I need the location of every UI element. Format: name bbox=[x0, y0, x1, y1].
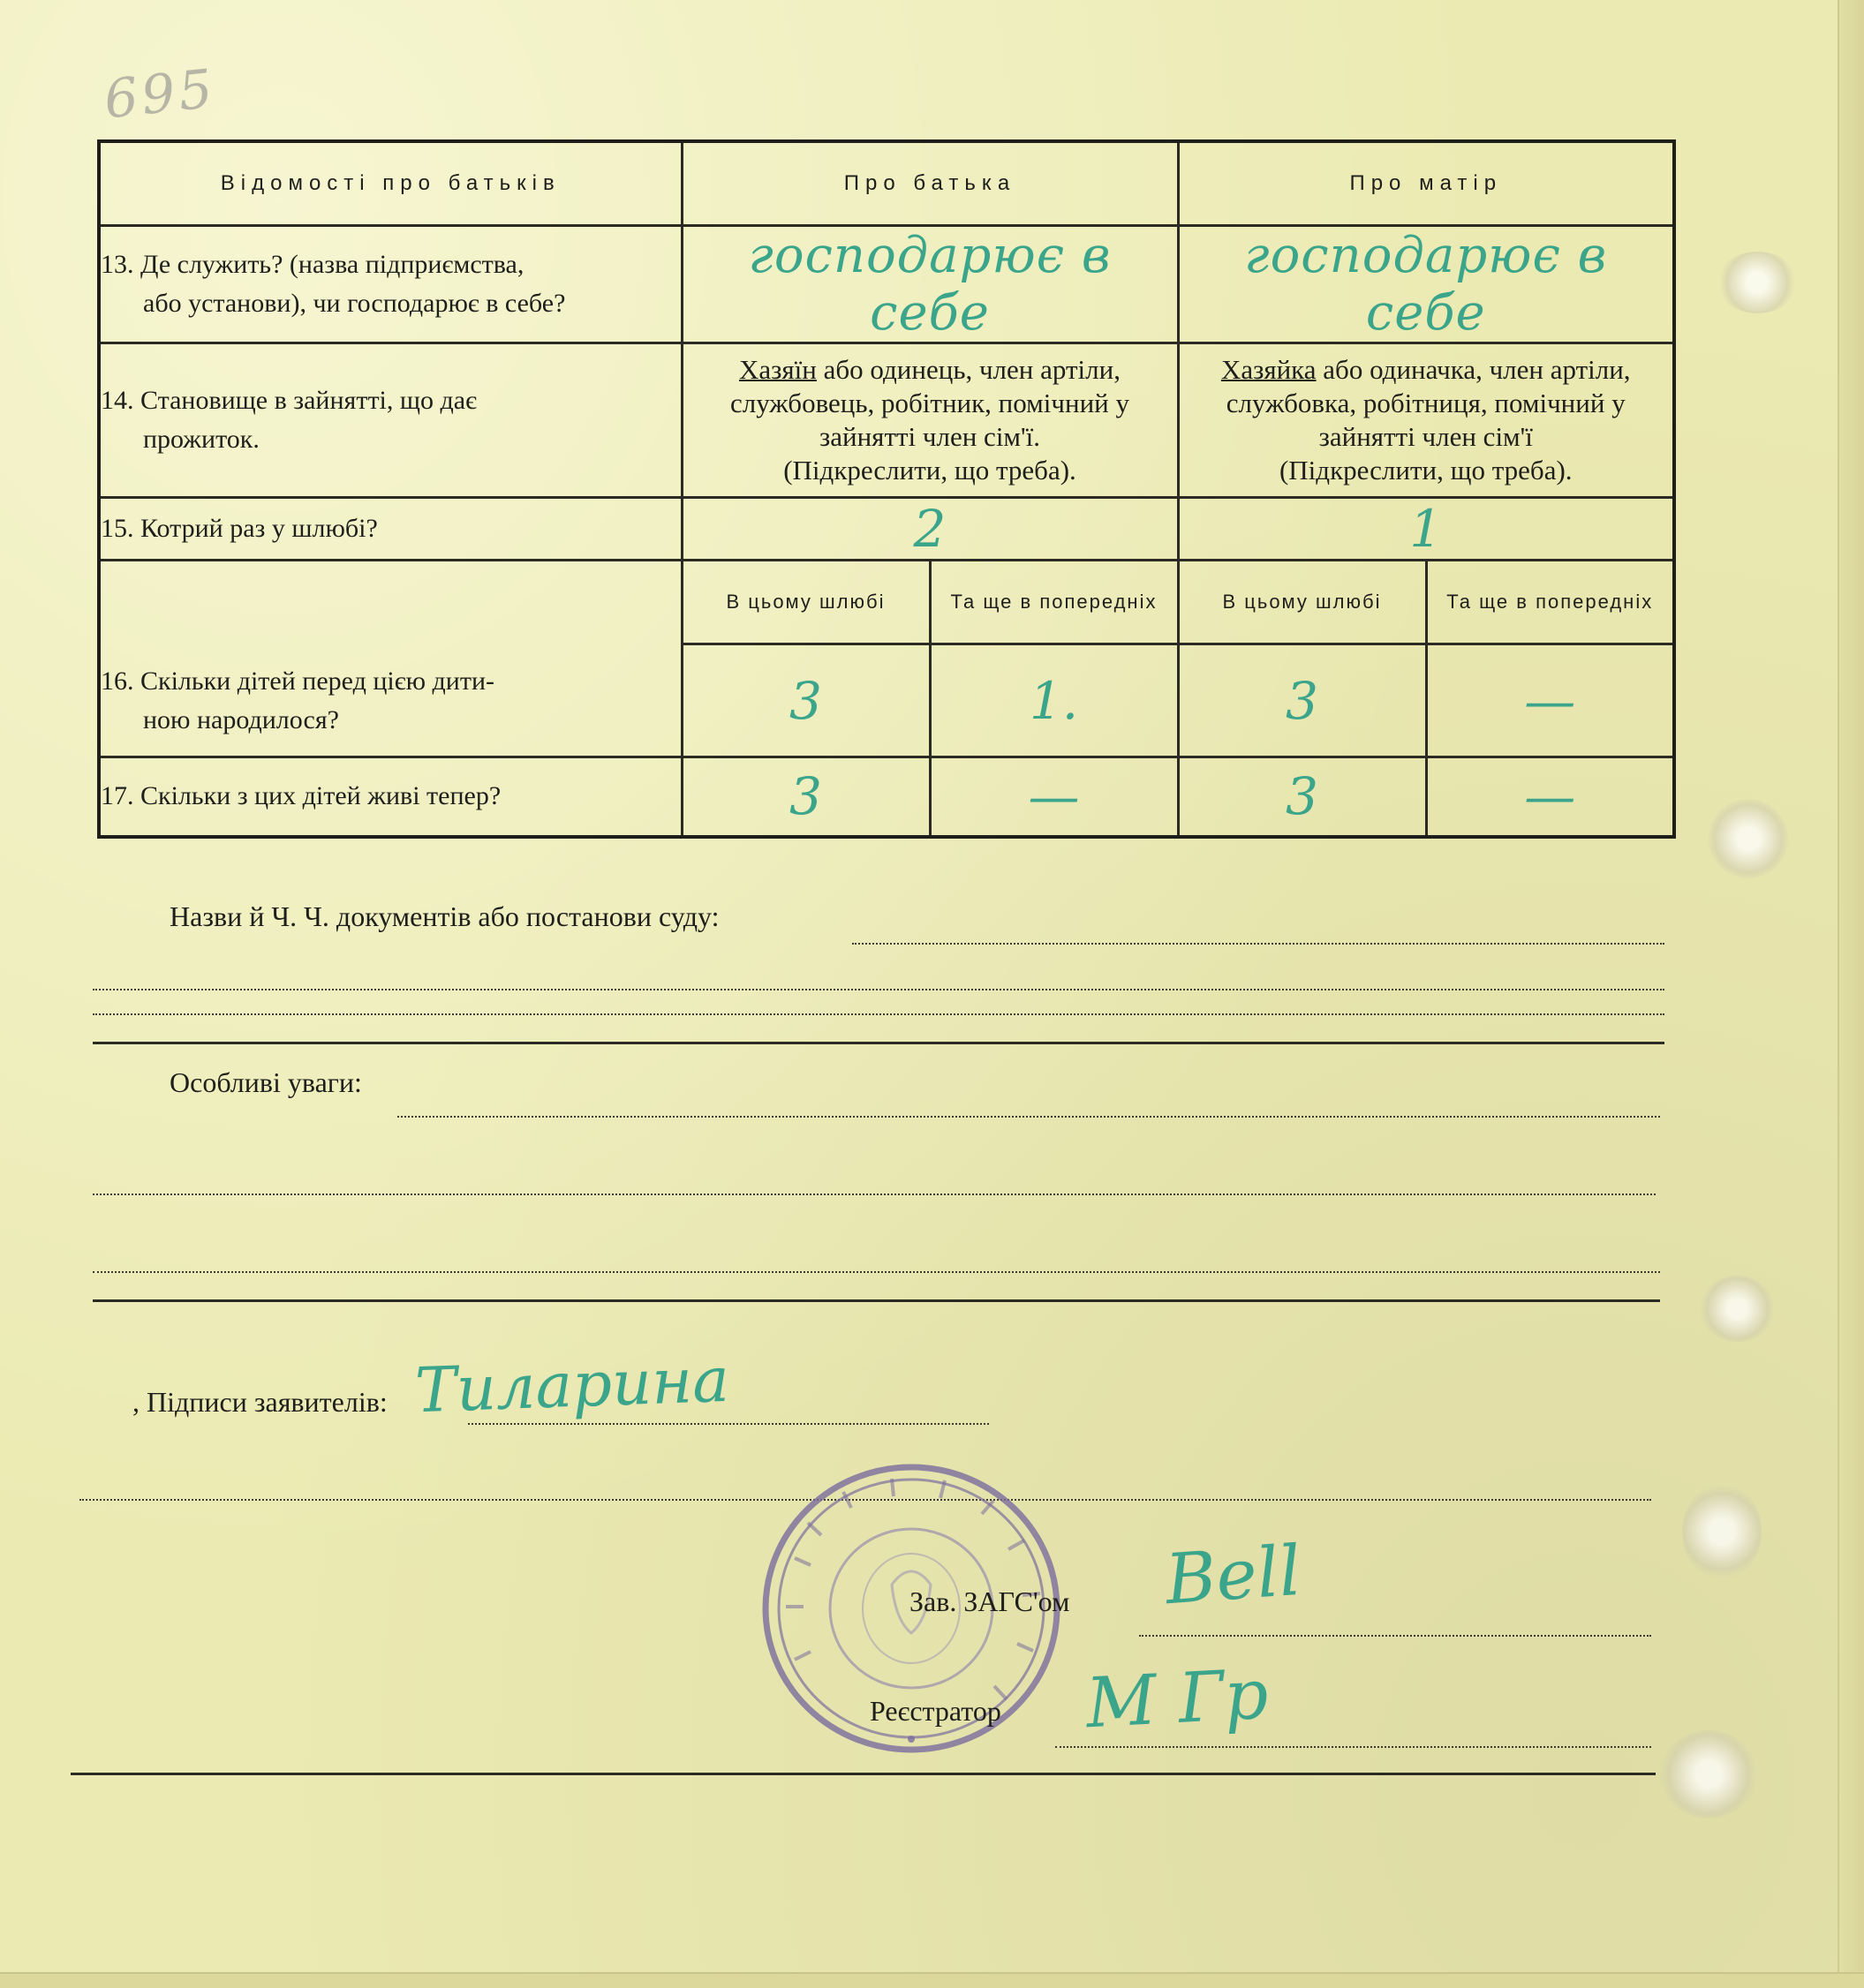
father-status-options: або одинець, член артіли, службовець, робітник, помічний у зайнятті член сім'ї. bbox=[729, 354, 1130, 452]
question-15: 15. Котрий раз у шлюбі? bbox=[99, 498, 682, 561]
question-14-line2: прожиток. bbox=[143, 425, 260, 454]
answer-13-father: господарює в себе bbox=[682, 226, 1178, 343]
answer-16-mother-prev: — bbox=[1426, 644, 1674, 757]
registrar-signature: М Гр bbox=[1083, 1654, 1271, 1744]
page-edge-right bbox=[1838, 0, 1864, 1988]
answer-13-mother: господарює в себе bbox=[1178, 226, 1674, 343]
signatures-label: , Підписи заявителів: bbox=[132, 1386, 388, 1418]
header-parents-info: Відомості про батьків bbox=[99, 141, 682, 226]
father-status-note: (Підкреслити, що треба). bbox=[783, 455, 1076, 486]
documents-line-3[interactable] bbox=[93, 1013, 1664, 1015]
remarks-line-3[interactable] bbox=[93, 1271, 1660, 1273]
binding-hole-mark bbox=[1717, 252, 1797, 313]
parents-info-table bbox=[97, 139, 1676, 839]
question-16 bbox=[99, 561, 682, 757]
question-16-line1: 16. Скільки дітей перед цією дити- bbox=[101, 666, 494, 696]
remarks-line-2[interactable] bbox=[93, 1194, 1656, 1195]
binding-hole-mark bbox=[1709, 799, 1788, 878]
answer-17-father-prev: — bbox=[930, 757, 1178, 837]
head-label: Зав. ЗАГС'ом bbox=[909, 1585, 1070, 1617]
table-row-q17 bbox=[99, 757, 1674, 837]
answer-17-father-this: 3 bbox=[682, 757, 930, 837]
table-row-q14 bbox=[99, 343, 1674, 498]
head-signature: Bell bbox=[1163, 1531, 1304, 1621]
table-header-row bbox=[99, 141, 1674, 226]
applicant-signature-line[interactable] bbox=[468, 1423, 989, 1425]
remarks-line-1[interactable] bbox=[397, 1116, 1660, 1118]
mother-status-note: (Підкреслити, що треба). bbox=[1279, 455, 1573, 486]
documents-label: Назви й Ч. Ч. документів або постанови суду: bbox=[170, 900, 720, 932]
table-subheader-row bbox=[99, 561, 1674, 644]
binding-hole-mark bbox=[1682, 1483, 1762, 1580]
answer-15-mother: 1 bbox=[1178, 498, 1674, 561]
bottom-divider bbox=[71, 1773, 1656, 1775]
mother-status-options: або одиначка, член артіли, службовка, робітниця, помічний у зайнятті член сім'ї bbox=[1226, 354, 1631, 452]
question-13-line2: або установи), чи господарює в себе? bbox=[143, 289, 566, 318]
registrar-signature-line[interactable] bbox=[1055, 1746, 1651, 1748]
documents-line-1[interactable] bbox=[852, 943, 1664, 945]
question-13 bbox=[99, 226, 682, 343]
registrar-label: Реєстратор bbox=[870, 1695, 1001, 1727]
documents-line-2[interactable] bbox=[93, 989, 1664, 990]
head-signature-line[interactable] bbox=[1139, 1635, 1651, 1637]
binding-hole-mark bbox=[1700, 1276, 1775, 1342]
table-row-q15 bbox=[99, 498, 1674, 561]
options-14-mother bbox=[1178, 343, 1674, 498]
answer-16-father-this: 3 bbox=[682, 644, 930, 757]
signatures-label-text: Підписи заявителів: bbox=[147, 1386, 388, 1418]
remarks-divider bbox=[93, 1299, 1660, 1302]
subheader-mother-previous: Та ще в попередніх bbox=[1426, 561, 1674, 644]
mother-status-underlined: Хазяйка bbox=[1220, 354, 1317, 385]
answer-16-father-prev: 1. bbox=[930, 644, 1178, 757]
question-14 bbox=[99, 343, 682, 498]
applicant-signature: Тиларина bbox=[413, 1343, 731, 1427]
page-edge-bottom bbox=[0, 1972, 1864, 1988]
question-14-line1: 14. Становище в зайнятті, що дає bbox=[101, 386, 477, 415]
subheader-mother-this-marriage: В цьому шлюбі bbox=[1178, 561, 1426, 644]
options-14-father bbox=[682, 343, 1178, 498]
father-status-underlined: Хазяїн bbox=[739, 354, 817, 385]
header-father: Про батька bbox=[682, 141, 1178, 226]
answer-16-mother-this: 3 bbox=[1178, 644, 1426, 757]
question-17: 17. Скільки з цих дітей живі тепер? bbox=[99, 757, 682, 837]
documents-divider bbox=[93, 1042, 1664, 1044]
table-row-q13 bbox=[99, 226, 1674, 343]
answer-15-father: 2 bbox=[682, 498, 1178, 561]
binding-hole-mark bbox=[1660, 1730, 1757, 1819]
subheader-father-previous: Та ще в попередніх bbox=[930, 561, 1178, 644]
answer-17-mother-this: 3 bbox=[1178, 757, 1426, 837]
subheader-father-this-marriage: В цьому шлюбі bbox=[682, 561, 930, 644]
header-mother: Про матір bbox=[1178, 141, 1674, 226]
answer-17-mother-prev: — bbox=[1426, 757, 1674, 837]
remarks-label: Особливі уваги: bbox=[170, 1066, 362, 1098]
pencil-page-number: 695 bbox=[101, 57, 219, 132]
question-13-line1: 13. Де служить? (назва підприємства, bbox=[101, 250, 524, 279]
question-16-line2: ною народилося? bbox=[143, 705, 339, 734]
